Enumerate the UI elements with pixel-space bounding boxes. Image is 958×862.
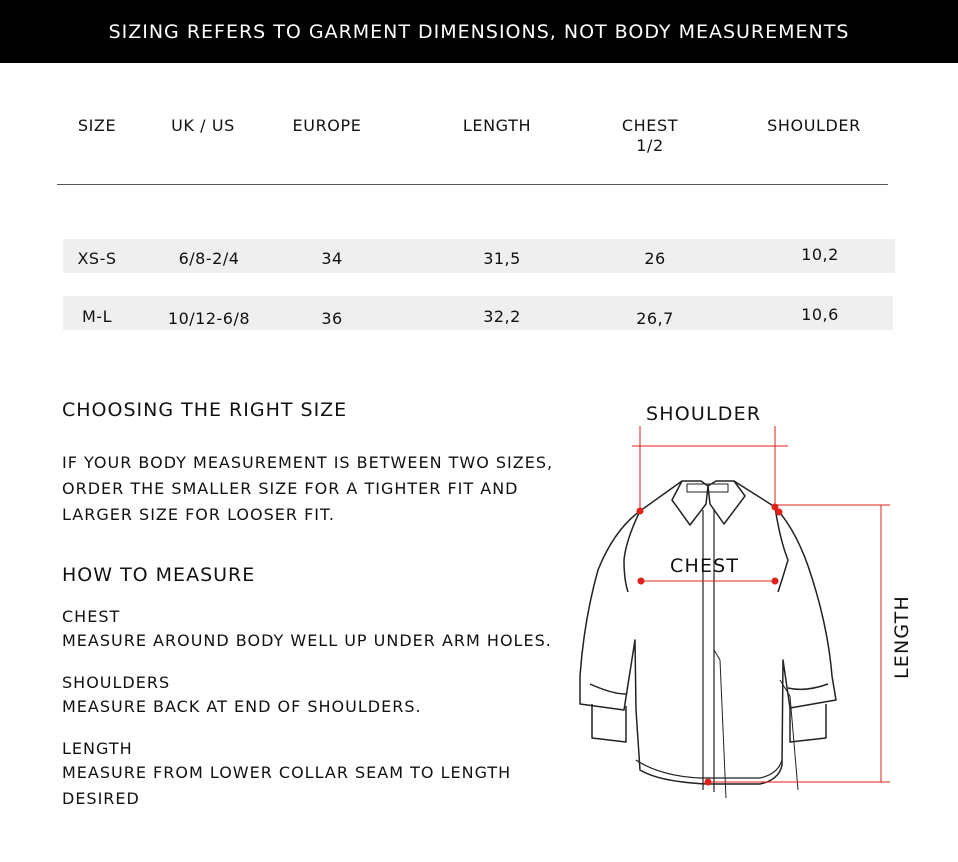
- chest-subtitle: CHEST: [62, 607, 121, 626]
- shirt-outline: [580, 481, 836, 798]
- chest-text: MEASURE AROUND BODY WELL UP UNDER ARM HOLES.: [62, 631, 552, 650]
- cell-shoulder: 10,2: [801, 245, 839, 264]
- cell-shoulder: 10,6: [801, 305, 839, 324]
- length-subtitle: LENGTH: [62, 739, 133, 758]
- col-header-shoulder: SHOULDER: [767, 116, 861, 135]
- choosing-line: ORDER THE SMALLER SIZE FOR A TIGHTER FIT AND: [62, 479, 519, 498]
- diagram-length-label: LENGTH: [891, 595, 913, 679]
- cell-uk-us: 10/12-6/8: [167, 309, 251, 328]
- measure-title: HOW TO MEASURE: [62, 564, 256, 586]
- shoulders-subtitle: SHOULDERS: [62, 673, 171, 692]
- cell-length: 31,5: [483, 249, 521, 268]
- measure-point: [776, 509, 783, 516]
- measure-points: [637, 504, 783, 786]
- cell-chest: 26,7: [636, 309, 674, 328]
- choosing-title: CHOOSING THE RIGHT SIZE: [62, 399, 348, 421]
- col-header-europe: EUROPE: [292, 116, 362, 135]
- header-banner: SIZING REFERS TO GARMENT DIMENSIONS, NOT BODY MEASUREMENTS: [0, 0, 958, 63]
- cell-size: M-L: [82, 307, 112, 326]
- cell-uk-us: 6/8-2/4: [178, 249, 240, 268]
- measure-point: [637, 508, 644, 515]
- col-header-chest-sub: 1/2: [636, 136, 664, 155]
- cell-europe: 34: [321, 249, 343, 268]
- choosing-line: LARGER SIZE FOR LOOSER FIT.: [62, 505, 335, 524]
- cell-length: 32,2: [483, 307, 521, 326]
- length-line: DESIRED: [62, 789, 140, 808]
- col-header-size: SIZE: [77, 116, 117, 135]
- cell-europe: 36: [321, 309, 343, 328]
- cell-chest: 26: [644, 249, 666, 268]
- cell-size: XS-S: [77, 249, 117, 268]
- choosing-line: IF YOUR BODY MEASUREMENT IS BETWEEN TWO SIZES,: [62, 453, 554, 472]
- length-line: MEASURE FROM LOWER COLLAR SEAM TO LENGTH: [62, 763, 512, 782]
- diagram-chest-label: CHEST: [670, 555, 740, 577]
- col-header-uk-us: UK / US: [171, 116, 235, 135]
- diagram-shoulder-label: SHOULDER: [646, 403, 762, 425]
- measure-point: [772, 578, 779, 585]
- col-header-chest-label: CHEST: [621, 116, 679, 135]
- shoulders-text: MEASURE BACK AT END OF SHOULDERS.: [62, 697, 422, 716]
- measure-point: [705, 779, 712, 786]
- measure-point: [638, 578, 645, 585]
- col-header-length: LENGTH: [462, 116, 532, 135]
- measure-lines: [632, 426, 890, 782]
